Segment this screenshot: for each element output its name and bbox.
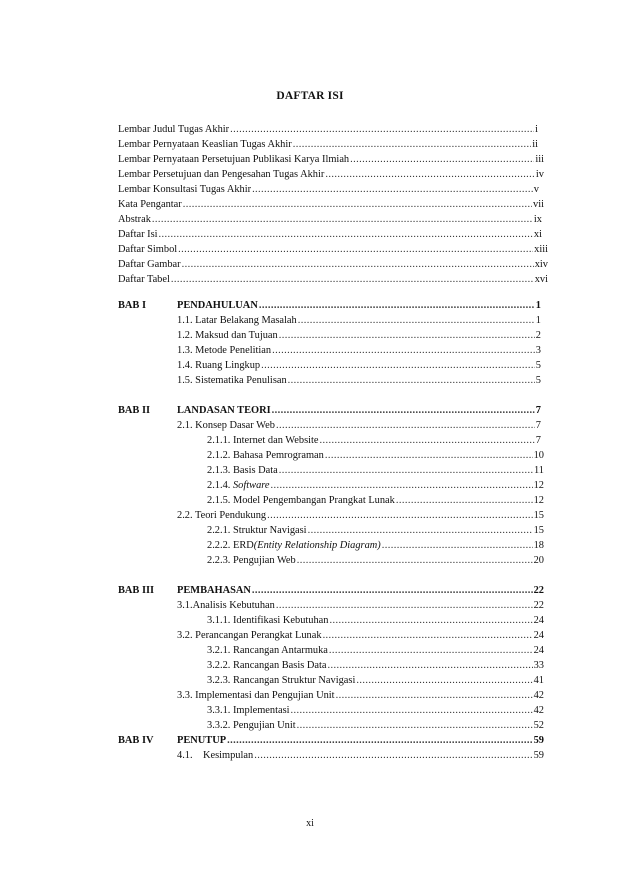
dot-leader: [356, 673, 532, 688]
dot-leader: [298, 313, 535, 328]
toc-entry-label: Daftar Gambar: [118, 259, 181, 270]
dot-leader: [271, 478, 533, 493]
dot-leader: [350, 152, 534, 167]
toc-entry-page: 59: [533, 750, 544, 761]
toc-entry[interactable]: [118, 227, 542, 242]
dot-leader: [272, 403, 535, 418]
toc-entry[interactable]: [118, 167, 544, 182]
toc-entry-page: 22: [533, 600, 544, 611]
chapter-title: PEMBAHASAN: [177, 585, 251, 596]
dot-leader: [382, 538, 533, 553]
toc-entry-label: Lembar Konsultasi Tugas Akhir: [118, 184, 252, 195]
toc-entry-label: 2.2.3. Pengujian Web: [207, 555, 296, 566]
toc-entry[interactable]: [118, 122, 538, 137]
dot-leader: [327, 658, 532, 673]
chapter-entry[interactable]: [177, 403, 541, 418]
toc-entry[interactable]: [177, 508, 544, 523]
dot-leader: [171, 272, 534, 287]
dot-leader: [288, 373, 535, 388]
toc-entry-label-prefix: 2.2.2. ERD: [207, 540, 254, 551]
dot-leader: [276, 418, 535, 433]
toc-entry[interactable]: [118, 212, 542, 227]
chapter-number: BAB III: [118, 585, 155, 596]
toc-entry[interactable]: [177, 748, 544, 763]
toc-entry-label-italic: (Entity Relationship Diagram): [253, 540, 381, 551]
dot-leader: [323, 628, 533, 643]
toc-entry-page: ii: [532, 139, 538, 150]
dot-leader: [252, 583, 533, 598]
toc-entry-page: iii: [535, 154, 544, 165]
toc-entry-page: 42: [533, 705, 544, 716]
dot-leader: [252, 182, 533, 197]
dot-leader: [259, 298, 535, 313]
dot-leader: [291, 703, 533, 718]
dot-leader: [330, 613, 533, 628]
toc-entry-label: 2.1.3. Basis Data: [207, 465, 278, 476]
toc-entry[interactable]: [207, 523, 544, 538]
toc-entry-page: 1: [535, 315, 541, 326]
toc-entry-page: 20: [533, 555, 544, 566]
toc-entry-label: 2.2.1. Struktur Navigasi: [207, 525, 307, 536]
dot-leader: [227, 733, 533, 748]
chapter-number: BAB II: [118, 405, 151, 416]
toc-entry-page: v: [533, 184, 539, 195]
toc-entry-label: 2.2. Teori Pendukung: [177, 510, 267, 521]
dot-leader: [336, 688, 533, 703]
toc-entry-label: Daftar Tabel: [118, 274, 170, 285]
toc-entry-label: Kata Pengantar: [118, 199, 182, 210]
toc-entry-label: 3.3.1. Implementasi: [207, 705, 290, 716]
toc-entry-page: xi: [533, 229, 542, 240]
chapter-title: PENUTUP: [177, 735, 227, 746]
chapter-page: 1: [535, 300, 541, 311]
toc-entry-label: 3.3. Implementasi dan Pengujian Unit: [177, 690, 335, 701]
toc-entry-page: 24: [533, 645, 544, 656]
toc-entry-label: 3.2. Perancangan Perangkat Lunak: [177, 630, 322, 641]
dot-leader: [329, 643, 533, 658]
toc-entry-page: 15: [533, 510, 544, 521]
toc-entry-label: 1.1. Latar Belakang Masalah: [177, 315, 297, 326]
toc-entry[interactable]: [207, 673, 544, 688]
toc-entry-page: 15: [533, 525, 544, 536]
toc-entry-page: ix: [533, 214, 542, 225]
toc-entry-label: 2.1. Konsep Dasar Web: [177, 420, 275, 431]
toc-entry-page: xiii: [534, 244, 548, 255]
toc-entry[interactable]: [207, 658, 544, 673]
toc-entry-page: 33: [533, 660, 544, 671]
dot-leader: [297, 718, 533, 733]
toc-entry-label: 1.5. Sistematika Penulisan: [177, 375, 287, 386]
chapter-number: BAB I: [118, 300, 147, 311]
toc-entry-label: 1.2. Maksud dan Tujuan: [177, 330, 278, 341]
dot-leader: [293, 137, 532, 152]
toc-entry-label: Lembar Pernyataan Keaslian Tugas Akhir: [118, 139, 292, 150]
toc-entry[interactable]: [207, 613, 544, 628]
toc-entry-label-italic: Software: [232, 480, 270, 491]
dot-leader: [254, 748, 532, 763]
toc-entry-page: xiv: [534, 259, 548, 270]
toc-entry-page: 2: [535, 330, 541, 341]
toc-entry[interactable]: [177, 313, 541, 328]
dot-leader: [182, 257, 534, 272]
toc-entry-page: 12: [533, 480, 544, 491]
toc-entry[interactable]: [207, 643, 544, 658]
toc-entry-page: 52: [533, 720, 544, 731]
toc-entry-page: vii: [533, 199, 544, 210]
chapter-page: 22: [533, 585, 544, 596]
toc-entry[interactable]: [177, 328, 541, 343]
toc-entry-label: 3.1.Analisis Kebutuhan: [177, 600, 275, 611]
chapter-entry[interactable]: [177, 298, 541, 313]
toc-entry-page: 7: [535, 420, 541, 431]
chapter-title: PENDAHULUAN: [177, 300, 258, 311]
toc-entry[interactable]: [177, 343, 541, 358]
toc-entry[interactable]: [207, 478, 544, 493]
toc-entry-label: Daftar Isi: [118, 229, 158, 240]
chapter-entry[interactable]: [177, 583, 544, 598]
dot-leader: [279, 463, 533, 478]
toc-entry-label: 2.1.2. Bahasa Pemrograman: [207, 450, 324, 461]
toc-entry-page: xvi: [534, 274, 548, 285]
dot-leader: [325, 167, 535, 182]
toc-entry[interactable]: [177, 628, 544, 643]
toc-entry[interactable]: [177, 688, 544, 703]
toc-entry-label: 3.2.1. Rancangan Antarmuka: [207, 645, 328, 656]
toc-entry-page: 10: [533, 450, 544, 461]
toc-entry[interactable]: [207, 538, 544, 553]
toc-entry[interactable]: [207, 493, 544, 508]
toc-entry-page: 3: [535, 345, 541, 356]
toc-entry-page: 41: [533, 675, 544, 686]
toc-entry-label: Lembar Persetujuan dan Pengesahan Tugas Akhir: [118, 169, 325, 180]
toc-entry-label: Daftar Simbol: [118, 244, 178, 255]
toc-entry-page: 11: [533, 465, 544, 476]
toc-entry-page: 5: [535, 360, 541, 371]
toc-entry[interactable]: [177, 418, 541, 433]
page-number: xi: [306, 818, 314, 829]
chapter-entry[interactable]: [177, 733, 544, 748]
toc-entry[interactable]: [207, 553, 544, 568]
toc-entry-label: [207, 478, 270, 493]
toc-entry[interactable]: [118, 242, 548, 257]
toc-entry-page: i: [535, 124, 538, 135]
toc-entry-label: [207, 538, 381, 553]
toc-entry-page: 24: [533, 630, 544, 641]
toc-entry-page: 12: [533, 495, 544, 506]
chapter-title: LANDASAN TEORI: [177, 405, 271, 416]
dot-leader: [272, 343, 535, 358]
toc-entry[interactable]: [118, 182, 539, 197]
dot-leader: [320, 433, 535, 448]
dot-leader: [276, 598, 533, 613]
toc-entry-label: 2.1.5. Model Pengembangan Prangkat Lunak: [207, 495, 395, 506]
toc-entry-page: 24: [533, 615, 544, 626]
toc-entry[interactable]: [177, 373, 541, 388]
dot-leader: [178, 242, 533, 257]
toc-entry-page: 5: [535, 375, 541, 386]
toc-entry-label: Lembar Judul Tugas Akhir: [118, 124, 230, 135]
dot-leader: [261, 358, 535, 373]
toc-entry-page: iv: [535, 169, 544, 180]
toc-entry-label: 3.2.2. Rancangan Basis Data: [207, 660, 327, 671]
chapter-number: BAB IV: [118, 735, 154, 746]
dot-leader: [396, 493, 533, 508]
page-title: DAFTAR ISI: [276, 90, 344, 102]
toc-entry-label: 1.3. Metode Penelitian: [177, 345, 272, 356]
toc-entry[interactable]: [118, 257, 548, 272]
toc-entry-label: 1.4. Ruang Lingkup: [177, 360, 261, 371]
toc-entry-label: 3.3.2. Pengujian Unit: [207, 720, 296, 731]
toc-entry-label: 3.2.3. Rancangan Struktur Navigasi: [207, 675, 356, 686]
toc-entry[interactable]: [207, 463, 544, 478]
dot-leader: [152, 212, 533, 227]
dot-leader: [183, 197, 532, 212]
chapter-page: 7: [535, 405, 541, 416]
toc-entry-label-prefix: 2.1.4.: [207, 480, 233, 491]
toc-entry-page: 42: [533, 690, 544, 701]
toc-entry[interactable]: [118, 152, 544, 167]
chapter-page: 59: [533, 735, 544, 746]
toc-entry[interactable]: [118, 197, 544, 212]
dot-leader: [230, 122, 534, 137]
toc-entry-label: 3.1.1. Identifikasi Kebutuhan: [207, 615, 329, 626]
dot-leader: [279, 328, 535, 343]
dot-leader: [325, 448, 533, 463]
dot-leader: [308, 523, 533, 538]
toc-entry-label: Lembar Pernyataan Persetujuan Publikasi Karya Ilmiah: [118, 154, 350, 165]
toc-entry-page: 18: [533, 540, 544, 551]
dot-leader: [297, 553, 533, 568]
toc-entry[interactable]: [177, 598, 544, 613]
toc-entry-label: Abstrak: [118, 214, 151, 225]
toc-entry[interactable]: [177, 358, 541, 373]
toc-entry[interactable]: [118, 272, 548, 287]
toc-entry-page: 7: [535, 435, 541, 446]
toc-entry-label: 4.1. Kesimpulan: [177, 750, 254, 761]
toc-entry[interactable]: [207, 448, 544, 463]
toc-entry-label: 2.1.1. Internet dan Website: [207, 435, 319, 446]
toc-entry[interactable]: [118, 137, 538, 152]
toc-entry[interactable]: [207, 703, 544, 718]
toc-entry[interactable]: [207, 718, 544, 733]
dot-leader: [159, 227, 533, 242]
dot-leader: [267, 508, 532, 523]
toc-entry[interactable]: [207, 433, 541, 448]
